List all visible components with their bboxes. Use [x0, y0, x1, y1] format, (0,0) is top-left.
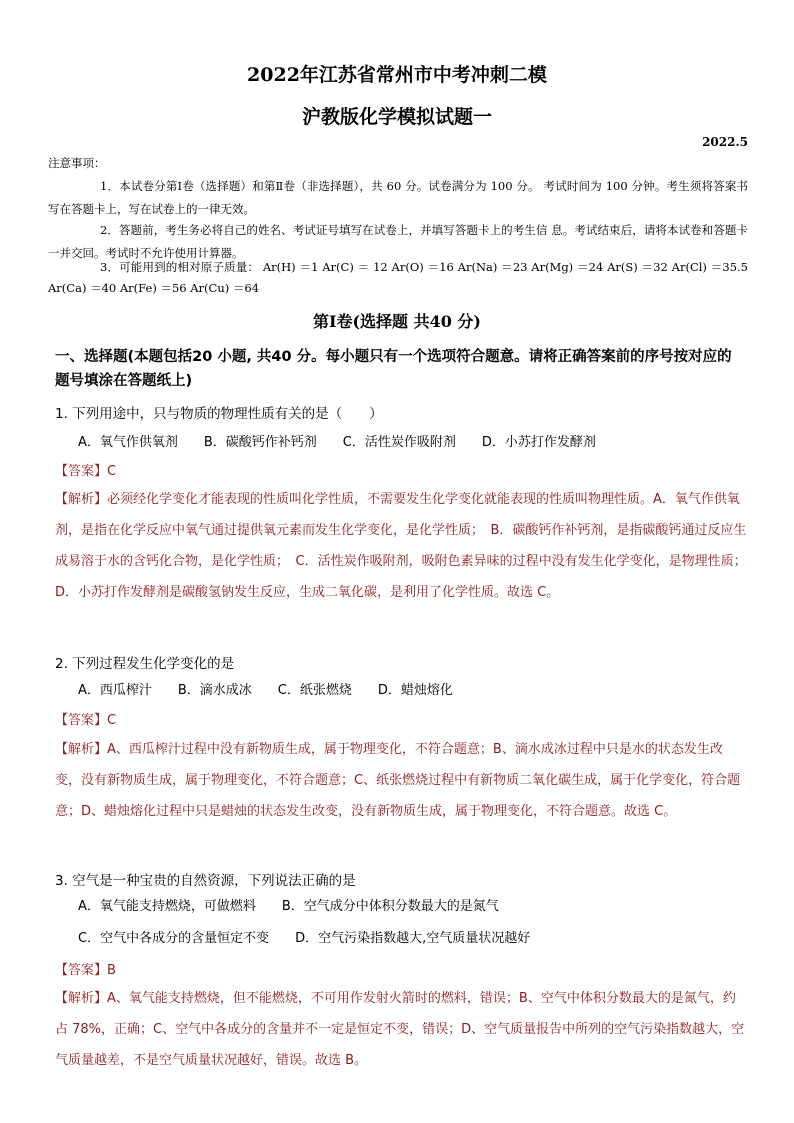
question-stem: 3. 空气是一种宝贵的自然资源，下列说法正确的是 — [55, 873, 356, 889]
notice-label: 注意事项： — [48, 156, 106, 170]
explanation — [55, 734, 747, 827]
answer: 【答案】C — [55, 464, 117, 479]
explanation-text: 必须经化学变化才能表现的性质叫化学性质，不需要发生化学变化就能表现的性质叫物理性质。A．氧气作供氧剂，是指在化学反应中氧气通过提供氧元素而发生化学变化，是化学性质； B．碳酸钙作补钙剂，是指碳酸钙通过反应生成易溶于水的含钙化合物，是化学性质； C．活性炭作吸附剂，吸附色素异味的过程中没有发生化学变化，是物理性质； D．小苏打作发酵剂是碳酸氢钠发生反应，生成二氧化碳，是利用了化学性质。故选 C。 — [55, 492, 754, 600]
question-options: A．西瓜榨汁 B．滴水成冰 C．纸张燃烧 D．蜡烛熔化 — [78, 683, 453, 698]
question-options: A．氧气作供氧剂 B．碳酸钙作补钙剂 C．活性炭作吸附剂 D．小苏打作发酵剂 — [78, 435, 596, 450]
question-options-row-2: C．空气中各成分的含量恒定不变 D．空气污染指数越大,空气质量状况越好 — [78, 931, 531, 946]
page-title: 2022年江苏省常州市中考冲刺二模 — [247, 64, 547, 86]
question-options: A．氧气能支持燃烧，可做燃料 B．空气成分中体积分数最大的是氮气 — [78, 899, 499, 914]
part-title: 第Ⅰ卷(选择题 共40 分) — [312, 312, 482, 331]
section-instructions — [55, 345, 750, 393]
page-subtitle: 沪教版化学模拟试题一 — [301, 106, 492, 128]
answer: 【答案】C — [55, 713, 117, 728]
section-heading: 一、选择题(本题包括20 小题, 共40 分。每小题只有一个选项符合题意。请将正确答案前的序号按对应的 题号填涂在答题纸上) — [55, 349, 732, 389]
explanation — [55, 484, 754, 608]
explanation — [55, 983, 747, 1076]
explanation-text: A、西瓜榨汁过程中没有新物质生成，属于物理变化，不符合题意；B、滴水成冰过程中只是水的状态发生改变，没有新物质生成，属于物理变化，不符合题意；C、纸张燃烧过程中有新物质二氧化碳生成，属于化学变化，符合题意；D、蜡烛熔化过程中只是蜡烛的状态发生改变，没有新物质生成，属于物理变化，不符合题意。故选 C。 — [55, 742, 741, 819]
notice-item-2: 2．答题前，考生务必将自己的姓名、考试证号填写在试卷上，并填写答题卡上的考生信 息。考试结束后，请将本试卷和答题卡一并交回。考试时不允许使用计算器。 — [48, 223, 748, 260]
explanation-label: 【解析】 — [55, 991, 108, 1006]
notice-item-1: 1．本试卷分第Ⅰ卷（选择题）和第Ⅱ卷（非选择题），共 60 分。试卷满分为 100 分。 考试时间为 100 分钟。考生须将答案书写在答题卡上，写在试卷上的一律无效。 — [48, 179, 748, 216]
exam-date: 2022.5 — [702, 135, 748, 149]
explanation-label: 【解析】 — [55, 492, 108, 507]
question-stem: 2. 下列过程发生化学变化的是 — [55, 656, 235, 672]
answer: 【答案】B — [55, 963, 116, 978]
question-stem: 1. 下列用途中，只与物质的物理性质有关的是（ ） — [55, 406, 383, 422]
notice-item-3: 3．可能用到的相对原子质量： Ar(H) ＝1 Ar(C) ＝ 12 Ar(O) ＝16 Ar(Na) ＝23 Ar(Mg) ＝24 Ar(S) ＝32 Ar(Cl) ＝35.5 Ar(Ca) ＝40 Ar(Fe) ＝56 Ar(Cu) ＝64 — [48, 260, 748, 295]
explanation-label: 【解析】 — [55, 742, 108, 757]
explanation-text: A、氧气能支持燃烧，但不能燃烧，不可用作发射火箭时的燃料，错误；B、空气中体积分数最大的是氮气，约占 78%，正确；C、空气中各成分的含量并不一定是恒定不变，错误；D、空气质量报告中所列的空气污染指数越大，空气质量越差，不是空气质量状况越好，错误。故选 B。 — [55, 991, 745, 1068]
